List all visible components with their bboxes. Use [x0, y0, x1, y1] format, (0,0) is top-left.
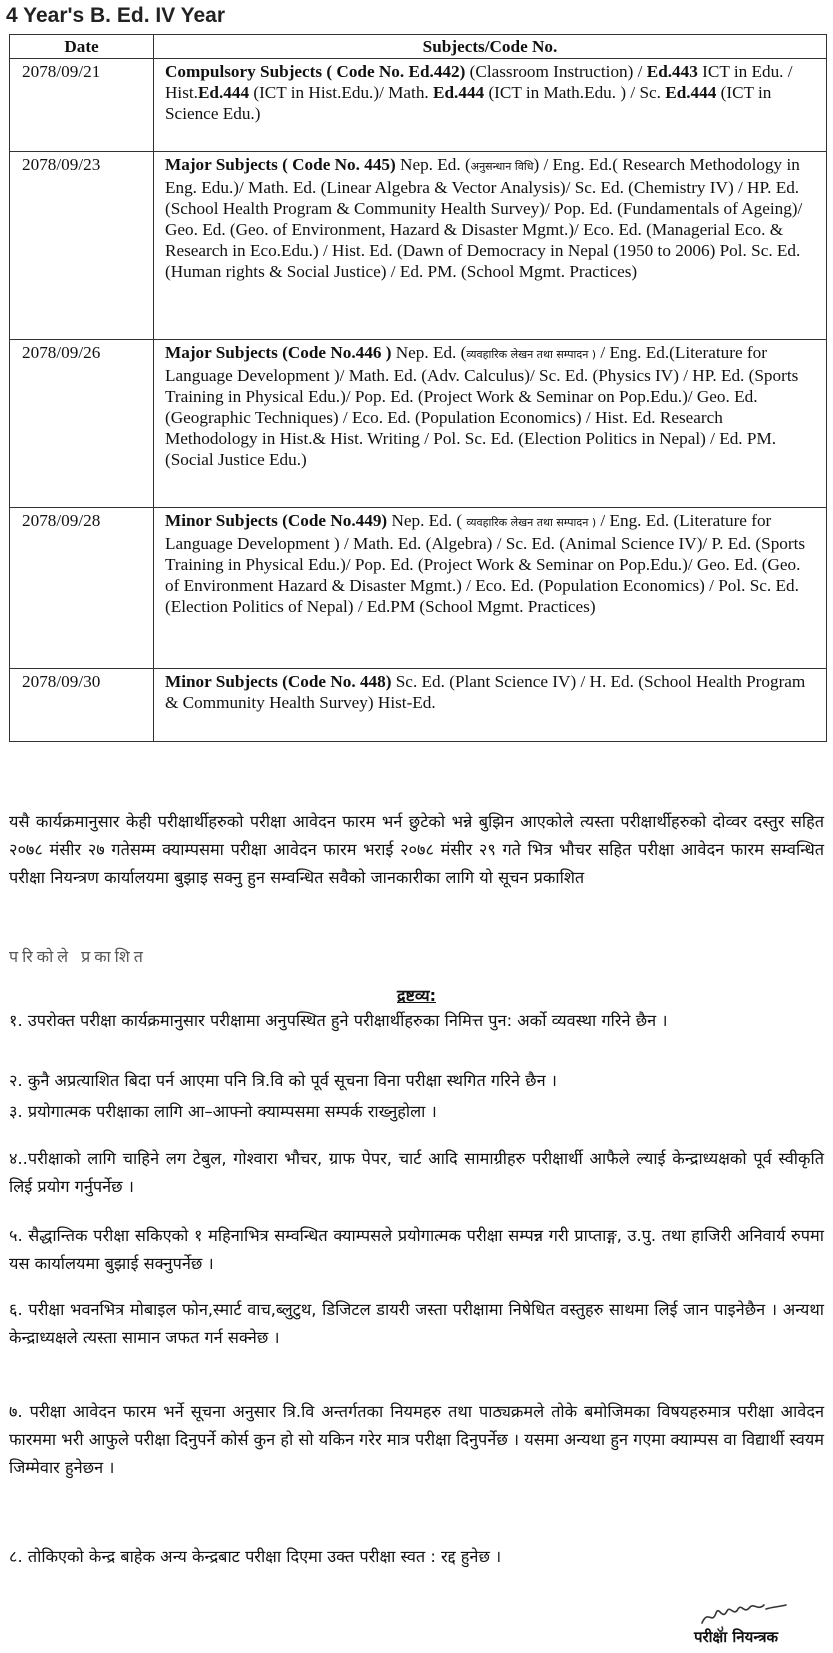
subject-group-label: Minor Subjects (Code No. 448) — [165, 672, 392, 691]
subjects-cell — [154, 669, 827, 742]
subject-text: / Eng. Ed. (Literature for Language Development ) / Math. Ed. (Algebra) / Sc. Ed. (Animal Science IV)/ P. Ed. (Sports Training in Physical Edu.)/ Pop. Ed. (Project Work & Seminar on Pop.Edu.)/ Geo. Ed. (Geo. of Environment Hazard & Disaster Mgmt.) / Eco. Ed. (Population Economics) / Pol. Sc. Ed. (Election Politics of Nepal) / Ed.PM (School Mgmt. Practices) — [165, 511, 806, 616]
subject-text: Ed.443 — [646, 62, 698, 81]
note-item: ६. परीक्षा भवनभित्र मोबाइल फोन,स्मार्ट वाच,ब्लुटुथ, डिजिटल डायरी जस्ता परीक्षामा निषेधित वस्तुहरु साथमा लिई जान पाइनेछैन । अन्यथा केन्द्राध्यक्षले त्यस्ता सामान जफत गर्न सक्नेछ । — [9, 1300, 824, 1347]
subject-text: Ed.444 — [433, 83, 485, 102]
note-item: ४..परीक्षाको लागि चाहिने लग टेबुल, गोश्वारा भौचर, ग्राफ पेपर, चार्ट आदि सामाग्रीहरु परीक्षार्थी आफैले ल्याई केन्द्राध्यक्षको पूर्व स्वीकृति लिई प्रयोग गर्नुपर्नेछ । — [9, 1149, 824, 1196]
table-row — [10, 669, 827, 742]
note-item: ७. परीक्षा आवेदन फारम भर्ने सूचना अनुसार त्रि.वि अन्तर्गतका नियमहरु तथा पाठ्यक्रमले तोके बमोजिमका विषयहरुमात्र परीक्षा आवेदन फारममा भरी आफुले परीक्षा दिनुपर्ने कोर्स कुन हो सो यकिन गरेर मात्र परीक्षा दिनुपर्नेछ । यसमा अन्यथा हुन गएमा क्याम्पस वा विद्यार्थी स्वयम जिम्मेवार हुनेछन । — [9, 1402, 825, 1477]
exam-date-cell: 2078/09/23 — [10, 152, 154, 340]
subject-group-label: Minor Subjects (Code No.449) — [165, 511, 388, 530]
exam-schedule-table — [9, 34, 827, 742]
subjects-cell — [154, 152, 827, 340]
signature-label: परीक्षा नियन्त्रक — [694, 1628, 778, 1646]
subject-text: Ed.444 — [197, 83, 250, 102]
table-row — [10, 508, 827, 669]
subject-text: व्यवहारिक लेखन तथा सम्पादन ) — [466, 516, 597, 529]
table-row — [10, 59, 827, 152]
header-subjects: Subjects/Code No. — [154, 35, 827, 59]
subjects-cell — [154, 508, 827, 669]
note-item: १. उपरोक्त परीक्षा कार्यक्रमानुसार परीक्षामा अनुपस्थित हुने परीक्षार्थीहरुका निमित्त पुन: अर्को व्यवस्था गरिने छैन । — [9, 1011, 668, 1030]
subject-group-label: Major Subjects ( Code No. 445) — [165, 155, 396, 174]
subject-text: (ICT in Hist.Edu.)/ Math. — [249, 83, 434, 102]
subject-text: Nep. Ed. ( — [387, 511, 467, 530]
notice-paragraph: यसै कार्यक्रमानुसार केही परीक्षार्थीहरुको परीक्षा आवेदन फारम भर्न छुटेको भन्ने बुझिन आएकोले त्यस्ता परीक्षार्थीहरुको दोव्वर दस्तुर सहित २०७८ मंसीर २७ गतेसम्म क्याम्पसमा परीक्षा आवेदन फारम भराई २०७८ मंसीर २९ गते भित्र भौचर सहित परीक्षा आवेदन फारम सम्वन्धित परीक्षा नियन्त्रण कार्यालयमा बुझाइ सक्नु हुन सम्वन्धित सवैको जानकारीका लागि यो सूचन प्रकाशित — [9, 812, 824, 887]
subjects-cell — [154, 59, 827, 152]
subject-text: / Eng. Ed.(Literature for Language Development )/ Math. Ed. (Adv. Calculus)/ Sc. Ed. (Physics IV) / HP. Ed. (Sports Training in Physical Edu.)/ Pop. Ed. (Project Work & Seminar on Pop.Edu.)/ Geo. Ed. (Geographic Techniques) / Eco. Ed. (Population Economics) / Hist. Ed. Research Methodology in Hist.& Hist. Writing / Pol. Sc. Ed. (Election Politics in Nepal) / Ed. PM. (Social Justice Edu.) — [165, 343, 799, 469]
subject-text: Nep. Ed. ( — [391, 343, 467, 362]
subject-text: (ICT in Math.Edu. ) / Sc. — [484, 83, 666, 102]
subject-text: Ed.444 — [665, 83, 717, 102]
table-row — [10, 152, 827, 340]
subject-text: (Classroom Instruction) / — [465, 62, 647, 81]
note-item: २. कुनै अप्रत्याशित बिदा पर्न आएमा पनि त्रि.वि को पूर्व सूचना विना परीक्षा स्थगित गरिने छैन । — [9, 1071, 557, 1090]
subject-group-label: Major Subjects (Code No.446 ) — [165, 343, 392, 362]
exam-date-cell: 2078/09/30 — [10, 669, 154, 742]
cut-off-text-line: परिकोले प्रकाशित — [9, 947, 147, 966]
exam-date-cell: 2078/09/26 — [10, 340, 154, 508]
subject-group-label: Compulsory Subjects ( Code No. Ed.442) — [165, 62, 466, 81]
exam-date-cell: 2078/09/28 — [10, 508, 154, 669]
subject-text: Sc. Ed. (Plant Science IV) / H. Ed. (School Health Program & Community Health Survey) Hist-Ed. — [165, 672, 806, 712]
note-item: ५. सैद्धान्तिक परीक्षा सकिएको १ महिनाभित्र सम्वन्धित क्याम्पसले प्रयोगात्मक परीक्षा सम्पन्न गरी प्राप्ताङ्ग, उ.पु. तथा हाजिरी अनिवार्य रुपमा यस कार्यालयमा बुझाई सक्नुपर्नेछ । — [9, 1226, 824, 1273]
subject-text: Nep. Ed. ( — [395, 155, 471, 174]
subject-text: ) / Eng. Ed.( Research Methodology in Eng. Edu.)/ Math. Ed. (Linear Algebra & Vector Analysis)/ Sc. Ed. (Chemistry IV) / HP. Ed. (School Health Program & Community Health Survey)/ Pop. Ed. (Fundamentals of Ageing)/ Geo. Ed. (Geo. of Environment, Hazard & Disaster Mgmt.)/ Eco. Ed. (Managerial Eco. & Research in Eco.Edu.) / Hist. Ed. (Dawn of Democracy in Nepal (1950 to 2006) Pol. Sc. Ed. (Human rights & Social Justice) / Ed. PM. (School Mgmt. Practices) — [165, 155, 803, 281]
page-title: 4 Year's B. Ed. IV Year — [6, 4, 226, 27]
subject-text: ICT in Edu. / Hist. — [165, 62, 793, 102]
exam-date-cell: 2078/09/21 — [10, 59, 154, 152]
table-header-row — [10, 35, 827, 59]
subject-text: अनुसन्धान विधि — [470, 160, 534, 173]
note-item: ३. प्रयोगात्मक परीक्षाका लागि आ–आफ्नो क्याम्पसमा सम्पर्क राख्नुहोला । — [9, 1102, 437, 1121]
subjects-cell — [154, 340, 827, 508]
note-item: ८. तोकिएको केन्द्र बाहेक अन्य केन्द्रबाट परीक्षा दिएमा उक्त परीक्षा स्वत : रद्द हुनेछ । — [9, 1547, 502, 1566]
table-row — [10, 340, 827, 508]
header-date: Date — [10, 35, 154, 59]
subject-text: (ICT in Science Edu.) — [165, 83, 772, 123]
subject-text: व्यवहारिक लेखन तथा सम्पादन ) — [466, 348, 597, 361]
table-body — [10, 59, 827, 742]
notes-heading: द्रष्टव्य: — [397, 986, 436, 1005]
